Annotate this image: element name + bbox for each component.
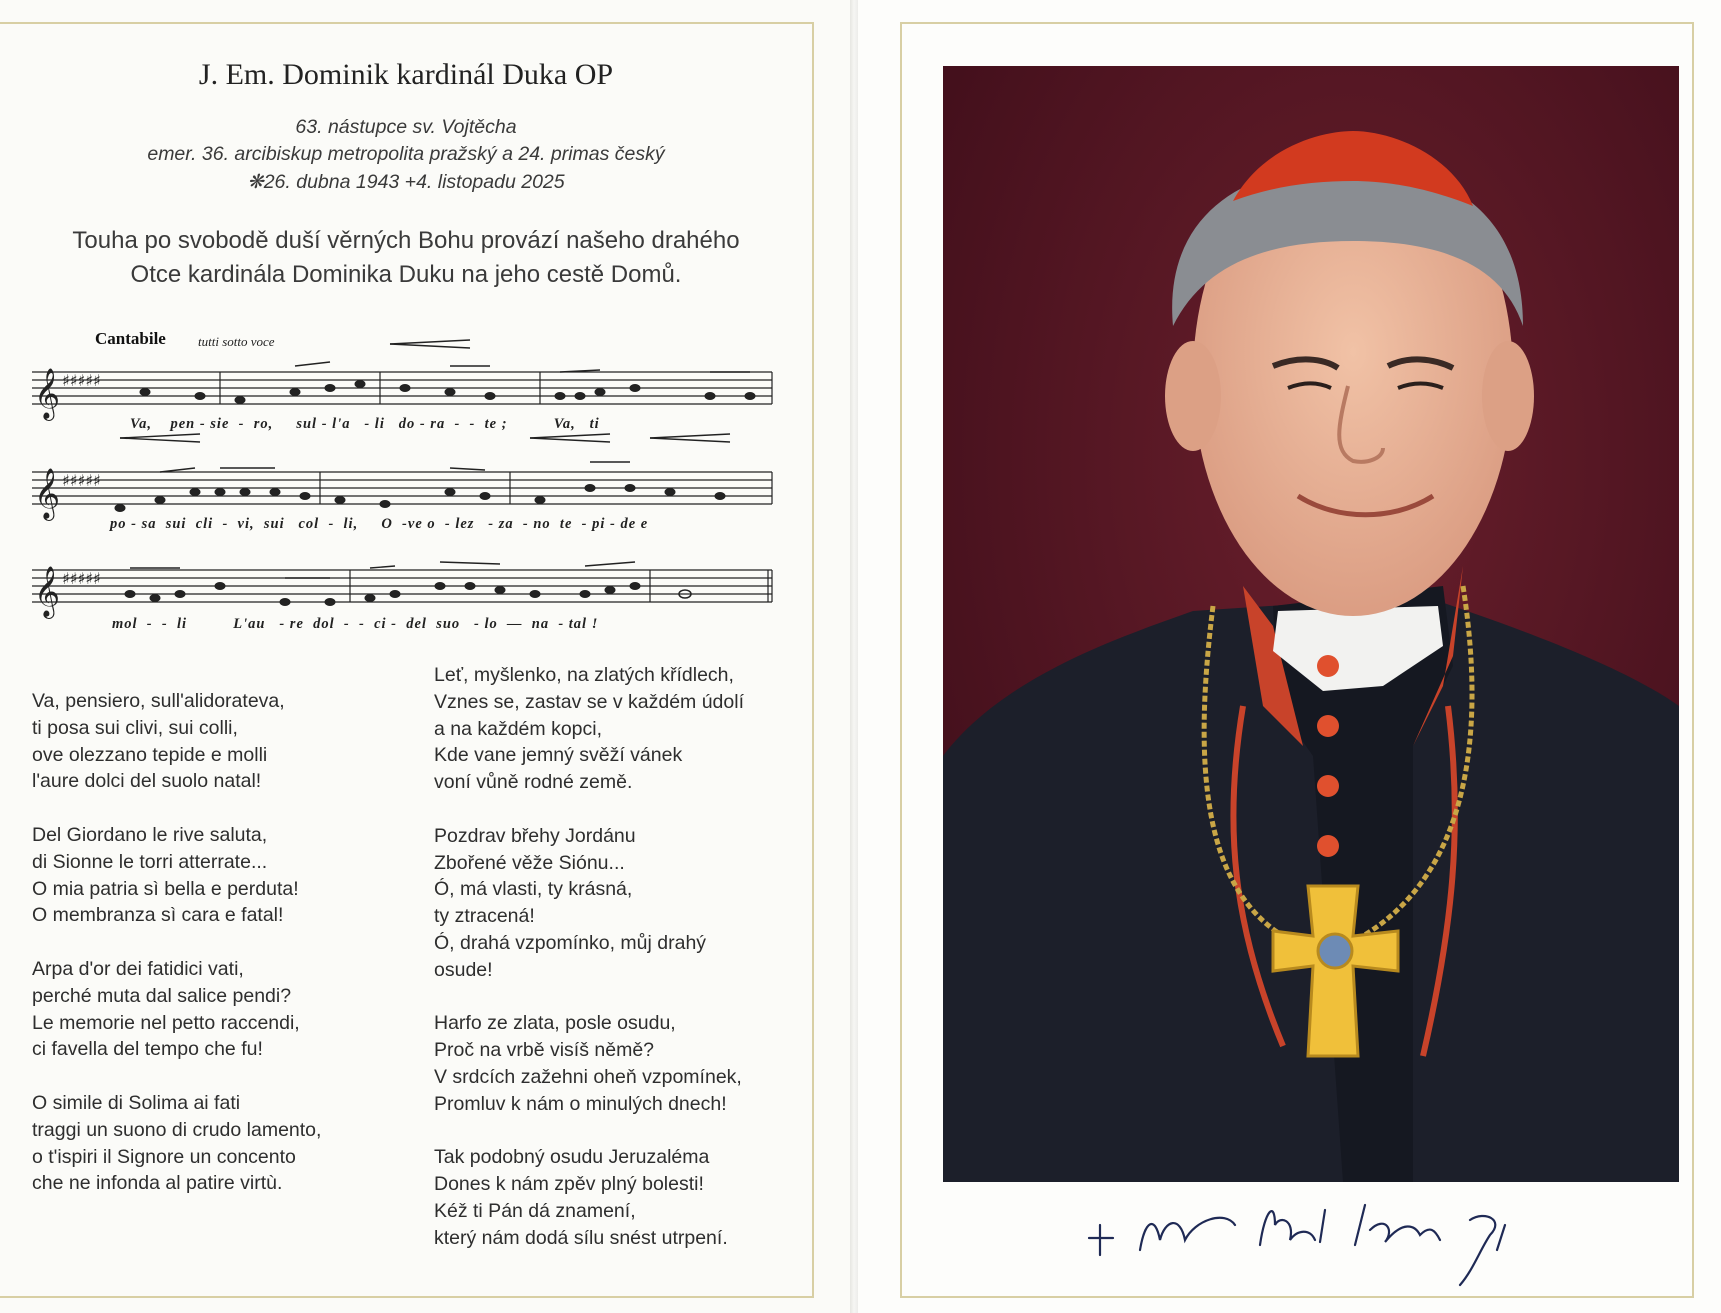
page-fold — [850, 0, 858, 1313]
poem-czech: Leť, myšlenko, na zlatých křídlech, Vznes se, zastav se v každém údolí a na každém kopci, Kde vane jemný svěží vánek voní vůně rodné země. Pozdrav břehy Jordánu Zbořené věže Siónu... Ó, má vlasti, ty krásná, ty ztracená! Ó, drahá vzpomínko, můj drahý osude! Harfo ze zlata, posle osudu, Proč na vrbě visíš němě? V srdcích zažehni oheň vzpomínek, Promluv k nám o minulých dnech! Tak podobný osudu Jeruzaléma Dones k nám zpěv plný bolesti! Kéž ti Pán dá znamení, který nám dodá sílu snést utrpení. — [434, 664, 744, 1249]
svg-text:♯♯♯♯♯: ♯♯♯♯♯ — [62, 371, 101, 390]
office-line: emer. 36. arcibiskup metropolita pražský a 24. primas český — [147, 143, 665, 165]
clefs-and-keys — [34, 368, 101, 619]
lyrics-line-3: mol - - li L'au - re dol - - ci - del suo - lo — na - tal ! — [112, 616, 599, 632]
staff-2 — [32, 472, 772, 504]
music-score — [30, 322, 780, 642]
lyrics-line-1: Va, pen - sie - ro, sul - l'a - li do - ra - - te ; Va, ti — [130, 416, 600, 432]
notes — [115, 381, 755, 606]
dates-line: ❋26. dubna 1943 +4. listopadu 2025 — [247, 171, 565, 193]
page-title: J. Em. Dominik kardinál Duka OP — [198, 58, 614, 91]
svg-text:𝄞: 𝄞 — [34, 368, 61, 419]
svg-text:𝄞: 𝄞 — [34, 468, 61, 519]
beams-and-marks — [120, 340, 750, 578]
tempo-marking: Cantabile — [95, 329, 166, 348]
staff-3 — [32, 570, 772, 602]
intro-line-2: Otce kardinála Dominika Duku na jeho cestě Domů. — [130, 261, 682, 288]
handwritten-signature — [1085, 1180, 1545, 1290]
intro-line-1: Touha po svobodě duší věrných Bohu provází našeho drahého — [72, 227, 740, 254]
lyrics-line-2: po - sa sui cli - vi, sui col - li, O -ve o - lez - za - no te - pi - de e — [110, 516, 649, 532]
dynamic-marking: tutti sotto voce — [198, 334, 275, 349]
successor-line: 63. nástupce sv. Vojtěcha — [295, 116, 517, 138]
poem-italian: Va, pensiero, sull'alidorateva, ti posa sui clivi, sui colli, ove olezzano tepide e molli l'aure dolci del suolo natal! Del Giordano le rive saluta, di Sionne le torri atterrate... O mia patria sì bella e perduta! O membranza sì cara e fatal! Arpa d'or dei fatidici vati, perché muta dal salice pendi? Le memorie nel petto raccendi, ci favella del tempo che fu! O simile di Solima ai fati traggi un suono di crudo lamento, o t'ispiri il Signore un concento che ne infonda al patire virtù. — [32, 690, 322, 1195]
svg-text:♯♯♯♯♯: ♯♯♯♯♯ — [62, 471, 101, 490]
svg-text:♯♯♯♯♯: ♯♯♯♯♯ — [62, 569, 101, 588]
svg-text:𝄞: 𝄞 — [34, 566, 61, 617]
cardinal-portrait-icon — [943, 66, 1679, 1182]
